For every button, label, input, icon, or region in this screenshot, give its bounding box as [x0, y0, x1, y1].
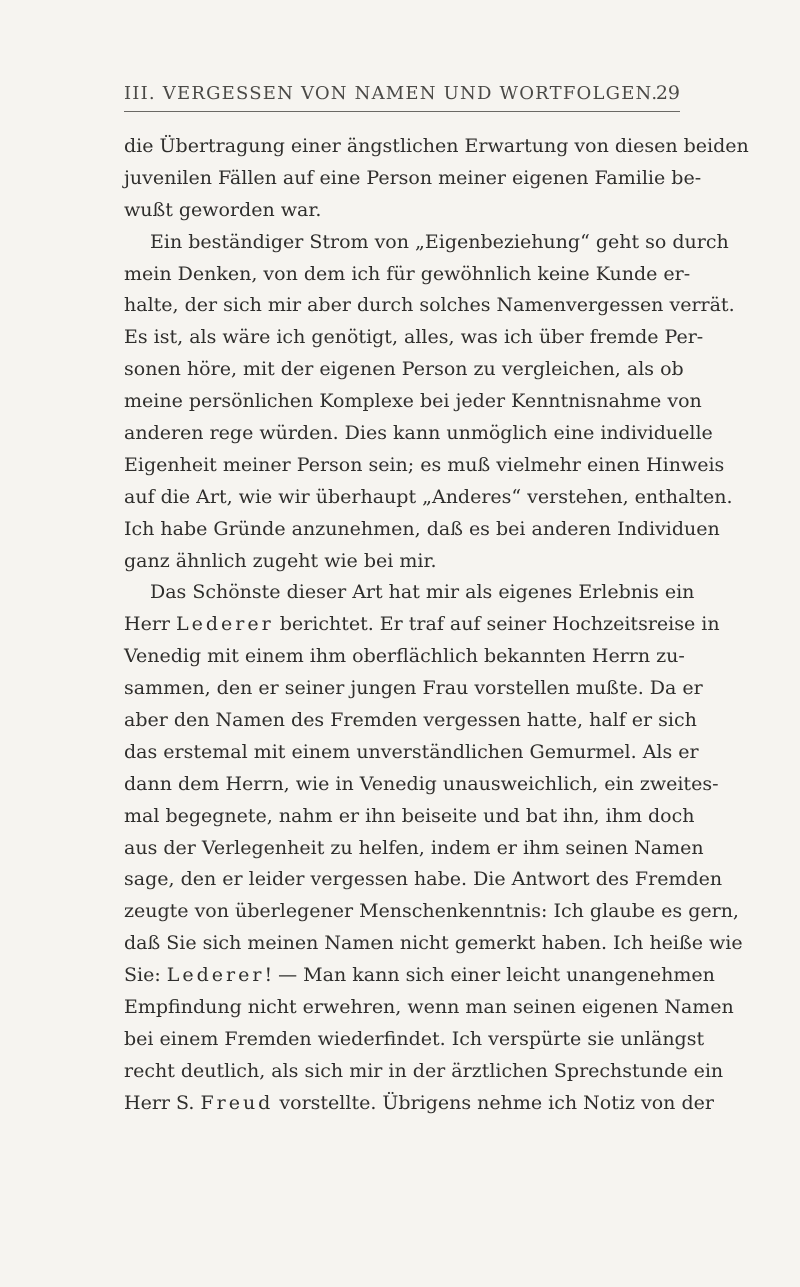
text-line: aus der Verlegenheit zu helfen, indem er ihm seinen Namen	[124, 836, 704, 859]
text-line: mein Denken, von dem ich für gewöhnlich keine Kunde er-	[124, 262, 691, 285]
name-emphasis: Lederer	[176, 613, 274, 636]
text-line: meine persönlichen Komplexe bei jeder Kenntnisnahme von	[124, 390, 702, 413]
name-emphasis: Lederer	[166, 964, 265, 987]
page-number: 29	[655, 82, 680, 104]
text-line: Ein beständiger Strom von „Eigenbeziehung“ geht so durch	[150, 230, 729, 253]
text-line: halte, der sich mir aber durch solches Namenvergessen verrät.	[124, 294, 735, 317]
text-line: anderen rege würden. Dies kann unmöglich eine individuelle	[124, 422, 713, 445]
text-line: Das Schönste dieser Art hat mir als eigenes Erlebnis ein	[150, 581, 695, 604]
text-line: Ich habe Gründe anzunehmen, daß es bei anderen Individuen	[124, 517, 720, 540]
chapter-title: III. VERGESSEN VON NAMEN UND WORTFOLGEN.	[124, 83, 659, 104]
text-line: recht deutlich, als sich mir in der ärztlichen Sprechstunde ein	[124, 1059, 724, 1082]
text-line: sage, den er leider vergessen habe. Die Antwort des Fremden	[124, 868, 723, 891]
name-emphasis: Freud	[200, 1091, 274, 1114]
text-line: auf die Art, wie wir überhaupt „Anderes“ verstehen, enthalten.	[124, 485, 733, 508]
text-line: bei einem Fremden wiederfindet. Ich verspürte sie unlängst	[124, 1027, 705, 1050]
text-line: sammen, den er seiner jungen Frau vorstellen mußte. Da er	[124, 677, 703, 700]
text-line: Eigenheit meiner Person sein; es muß vielmehr einen Hinweis	[124, 453, 725, 476]
text-line: Sie: Lederer! — Man kann sich einer leicht unangenehmen	[124, 964, 715, 987]
text-line: zeugte von überlegener Menschenkenntnis: Ich glaube es gern,	[124, 900, 739, 923]
text-line: Es ist, als wäre ich genötigt, alles, was ich über fremde Per-	[124, 326, 704, 349]
text-line: das erstemal mit einem unverständlichen Gemurmel. Als er	[124, 740, 699, 763]
text-line: daß Sie sich meinen Namen nicht gemerkt haben. Ich heiße wie	[124, 932, 743, 955]
text-line: dann dem Herrn, wie in Venedig unausweichlich, ein zweites-	[124, 772, 719, 795]
text-line: juvenilen Fällen auf eine Person meiner eigenen Familie be-	[124, 166, 702, 189]
text-line: mal begegnete, nahm er ihn beiseite und bat ihn, ihm doch	[124, 804, 695, 827]
body-text	[124, 131, 749, 1120]
running-head	[124, 83, 680, 112]
text-line: Herr S. Freud vorstellte. Übrigens nehme ich Notiz von der	[124, 1091, 714, 1114]
text-line: Venedig mit einem ihm oberflächlich bekannten Herrn zu-	[124, 645, 685, 668]
text-line: wußt geworden war.	[124, 198, 322, 221]
text-line: ganz ähnlich zugeht wie bei mir.	[124, 549, 437, 572]
text-line: sonen höre, mit der eigenen Person zu vergleichen, als ob	[124, 358, 684, 381]
text-line: aber den Namen des Fremden vergessen hatte, half er sich	[124, 709, 697, 732]
text-line: Empfindung nicht erwehren, wenn man seinen eigenen Namen	[124, 996, 734, 1019]
text-line: die Übertragung einer ängstlichen Erwartung von diesen beiden	[124, 135, 749, 157]
text-line: Herr Lederer berichtet. Er traf auf seiner Hochzeitsreise in	[124, 613, 720, 636]
